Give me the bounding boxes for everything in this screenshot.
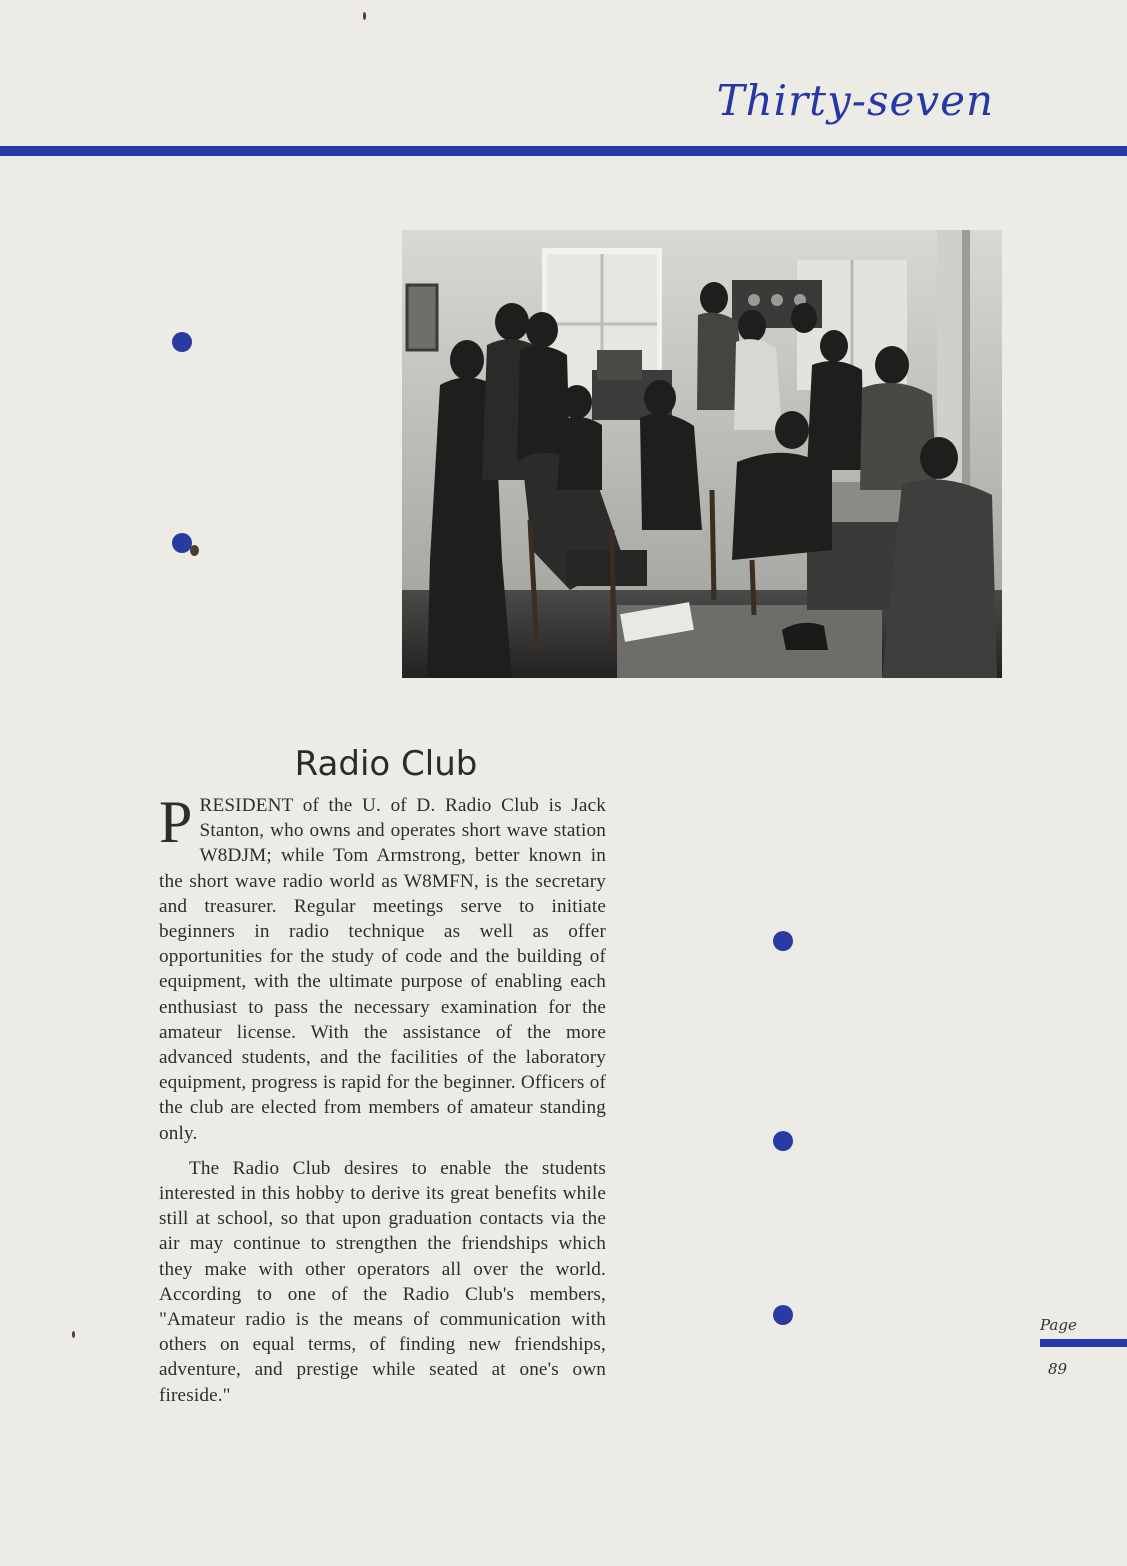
header-rule: [0, 146, 1127, 156]
bullet-dot: [172, 332, 192, 352]
bullet-dot: [172, 533, 192, 553]
page-marker: [1040, 1316, 1127, 1378]
paragraph-1: [159, 789, 606, 1146]
paragraph-1-text: RESIDENT of the U. of D. Radio Club is Jack Stanton, who owns and operates short wave station W8DJM; while Tom Armstrong, better known in the short wave radio world as W8MFN, is the secretary and treasurer. Regular meetings serve to initiate beginners in radio technique as well as offer opportunities for the study of code and the building of equipment, with the ultimate purpose of enabling each enthusiast to pass the necessary examination for the amateur license. With the assistance of the more advanced students, and the facilities of the laboratory equipment, progress is rapid for the beginner. Officers of the club are elected from members of amateur standing only.: [159, 795, 606, 1144]
bullet-dot: [773, 1305, 793, 1325]
paper-speck: [363, 12, 366, 20]
drop-cap: P: [159, 789, 193, 855]
paragraph-2: The Radio Club desires to enable the students interested in this hobby to derive its great benefits while still at school, so that upon graduation contacts via the air may continue to strengthen the friendships which they make with other operators all over the world. According to one of the Radio Club's members, "Amateur radio is the means of communication with others on equal terms, of finding new friendships, adventure, and prestige while seated at one's own fireside.": [159, 1157, 606, 1406]
paper-speck: [72, 1331, 75, 1338]
bullet-dot: [773, 931, 793, 951]
page-rule: [1040, 1339, 1127, 1347]
page-label: Page: [1040, 1316, 1077, 1334]
article-body: [159, 789, 606, 1408]
page-number: 89: [1048, 1360, 1068, 1378]
bullet-dot: [773, 1131, 793, 1151]
paper-speck: [190, 545, 199, 556]
section-title: Radio Club: [294, 744, 478, 784]
year-title: Thirty-seven: [716, 76, 994, 125]
radio-club-photo: [402, 230, 1002, 678]
